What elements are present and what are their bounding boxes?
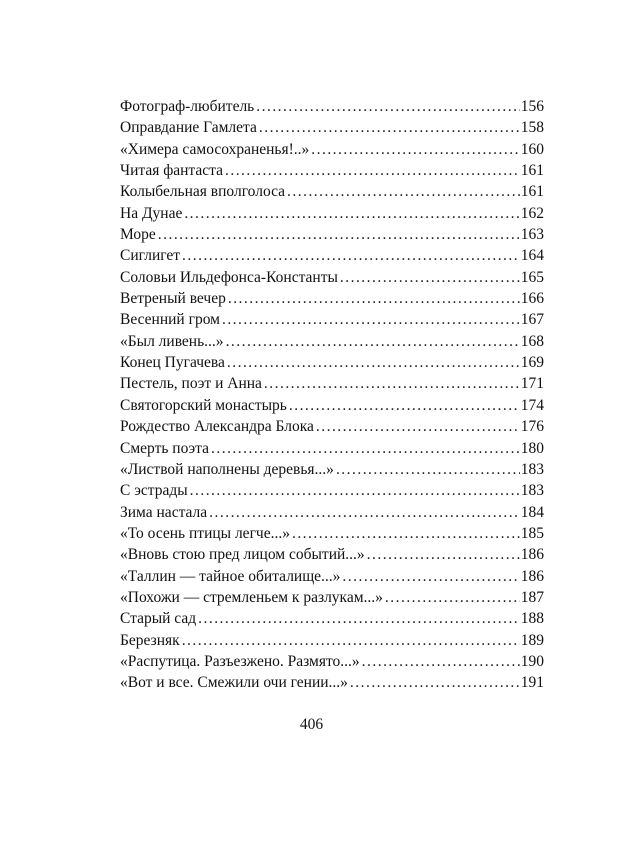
dot-leader <box>190 480 520 501</box>
toc-entry-page: 184 <box>520 503 544 521</box>
toc-entry-page: 189 <box>520 631 544 649</box>
dot-leader <box>227 352 520 373</box>
toc-entry <box>120 331 544 352</box>
toc-entry-title: Ветреный вечер <box>120 290 226 308</box>
toc-entry-page: 187 <box>520 588 544 606</box>
toc-entry-title: На Дунае <box>120 204 183 222</box>
dot-leader <box>158 224 520 245</box>
toc-entry-title: Весенний гром <box>120 311 220 329</box>
toc-entry-title: Колыбельная вполголоса <box>120 183 286 201</box>
dot-leader <box>367 544 520 565</box>
dot-leader <box>342 566 519 587</box>
dot-leader <box>226 331 520 352</box>
dot-leader <box>316 416 520 437</box>
toc-entry-page: 185 <box>520 524 544 542</box>
dot-leader <box>350 672 520 693</box>
dot-leader <box>211 438 520 459</box>
toc-entry-title: С эстрады <box>120 482 188 500</box>
toc-entry-page: 169 <box>520 354 544 372</box>
dot-leader <box>311 139 519 160</box>
dot-leader <box>336 459 520 480</box>
toc-entry-page: 166 <box>520 290 544 308</box>
toc-entry <box>120 373 544 394</box>
toc-entry <box>120 587 544 608</box>
toc-entry-title: Соловьи Ильдефонса-Константы <box>120 268 338 286</box>
toc-entry-title: Старый сад <box>120 610 197 628</box>
dot-leader <box>287 181 520 202</box>
dot-leader <box>289 395 520 416</box>
table-of-contents <box>120 96 544 694</box>
toc-entry-title: «Химера самосохраненья!..» <box>120 140 310 158</box>
dot-leader <box>184 203 519 224</box>
toc-entry <box>120 523 544 544</box>
toc-entry-page: 183 <box>520 482 544 500</box>
dot-leader <box>209 502 520 523</box>
toc-entry <box>120 203 544 224</box>
dot-leader <box>182 245 520 266</box>
toc-entry-page: 162 <box>520 204 544 222</box>
toc-entry-title: «Распутица. Разъезжено. Размято...» <box>120 652 360 670</box>
toc-entry <box>120 181 544 202</box>
toc-entry-page: 156 <box>520 98 544 115</box>
toc-entry <box>120 630 544 651</box>
dot-leader <box>385 587 520 608</box>
toc-entry-page: 191 <box>520 674 544 692</box>
dot-leader <box>222 309 520 330</box>
toc-entry-page: 161 <box>520 183 544 201</box>
toc-entry-title: Зима настала <box>120 503 208 521</box>
toc-entry <box>120 502 544 523</box>
toc-entry-page: 161 <box>520 162 544 180</box>
toc-entry <box>120 416 544 437</box>
dot-leader <box>182 630 520 651</box>
dot-leader <box>340 267 520 288</box>
toc-entry <box>120 395 544 416</box>
toc-entry-page: 186 <box>520 546 544 564</box>
dot-leader <box>228 288 520 309</box>
toc-entry-page: 165 <box>520 268 544 286</box>
toc-entry-title: Рождество Александра Блока <box>120 418 314 436</box>
toc-entry <box>120 480 544 501</box>
toc-entry-title: Сиглигет <box>120 247 181 265</box>
toc-entry <box>120 96 544 117</box>
toc-entry <box>120 139 544 160</box>
toc-entry <box>120 245 544 266</box>
toc-entry <box>120 544 544 565</box>
toc-entry-title: Море <box>120 226 156 244</box>
toc-entry <box>120 459 544 480</box>
toc-entry <box>120 352 544 373</box>
toc-entry-title: Березняк <box>120 631 180 649</box>
toc-entry-page: 168 <box>520 332 544 350</box>
toc-entry-page: 186 <box>520 567 544 585</box>
toc-entry <box>120 438 544 459</box>
toc-entry-title: «Похожи — стремленьем к разлукам...» <box>120 588 383 606</box>
toc-entry-title: Святогорский монастырь <box>120 396 287 414</box>
toc-entry <box>120 288 544 309</box>
dot-leader <box>259 117 520 138</box>
toc-entry-page: 171 <box>520 375 544 393</box>
page-number: 406 <box>299 716 324 733</box>
toc-entry-page: 163 <box>520 226 544 244</box>
toc-entry-title: Конец Пугачева <box>120 354 225 372</box>
toc-entry-title: Пестель, поэт и Анна <box>120 375 262 393</box>
toc-entry-page: 167 <box>520 311 544 329</box>
toc-entry-page: 164 <box>520 247 544 265</box>
toc-entry-title: «Таллин — тайное обиталище...» <box>120 567 341 585</box>
toc-entry-title: «Вновь стою пред лицом событий...» <box>120 546 365 564</box>
toc-entry <box>120 566 544 587</box>
toc-entry-title: Читая фантаста <box>120 162 223 180</box>
toc-entry <box>120 608 544 629</box>
toc-entry <box>120 651 544 672</box>
toc-entry <box>120 672 544 693</box>
toc-entry-page: 180 <box>520 439 544 457</box>
toc-entry <box>120 224 544 245</box>
toc-entry-page: 188 <box>520 610 544 628</box>
dot-leader <box>292 523 520 544</box>
toc-entry-page: 190 <box>520 652 544 670</box>
toc-entry-title: Смерть поэта <box>120 439 210 457</box>
toc-entry <box>120 160 544 181</box>
toc-entry <box>120 309 544 330</box>
toc-entry-page: 176 <box>520 418 544 436</box>
toc-entry-title: «То осень птицы легче...» <box>120 524 290 542</box>
toc-entry-page: 158 <box>520 119 544 137</box>
toc-entry <box>120 117 544 138</box>
toc-entry-page: 174 <box>520 396 544 414</box>
toc-entry <box>120 267 544 288</box>
dot-leader <box>256 96 519 117</box>
toc-entry-title: Оправдание Гамлета <box>120 119 257 137</box>
toc-entry-title: «Вот и все. Смежили очи гении...» <box>120 674 348 692</box>
dot-leader <box>362 651 520 672</box>
dot-leader <box>198 608 520 629</box>
toc-entry-title: «Был ливень...» <box>120 332 224 350</box>
dot-leader <box>264 373 520 394</box>
toc-entry-title: «Листвой наполнены деревья...» <box>120 460 334 478</box>
toc-entry-page: 183 <box>520 460 544 478</box>
toc-entry-page: 160 <box>520 140 544 158</box>
dot-leader <box>225 160 520 181</box>
toc-entry-title: Фотограф-любитель <box>120 98 255 115</box>
